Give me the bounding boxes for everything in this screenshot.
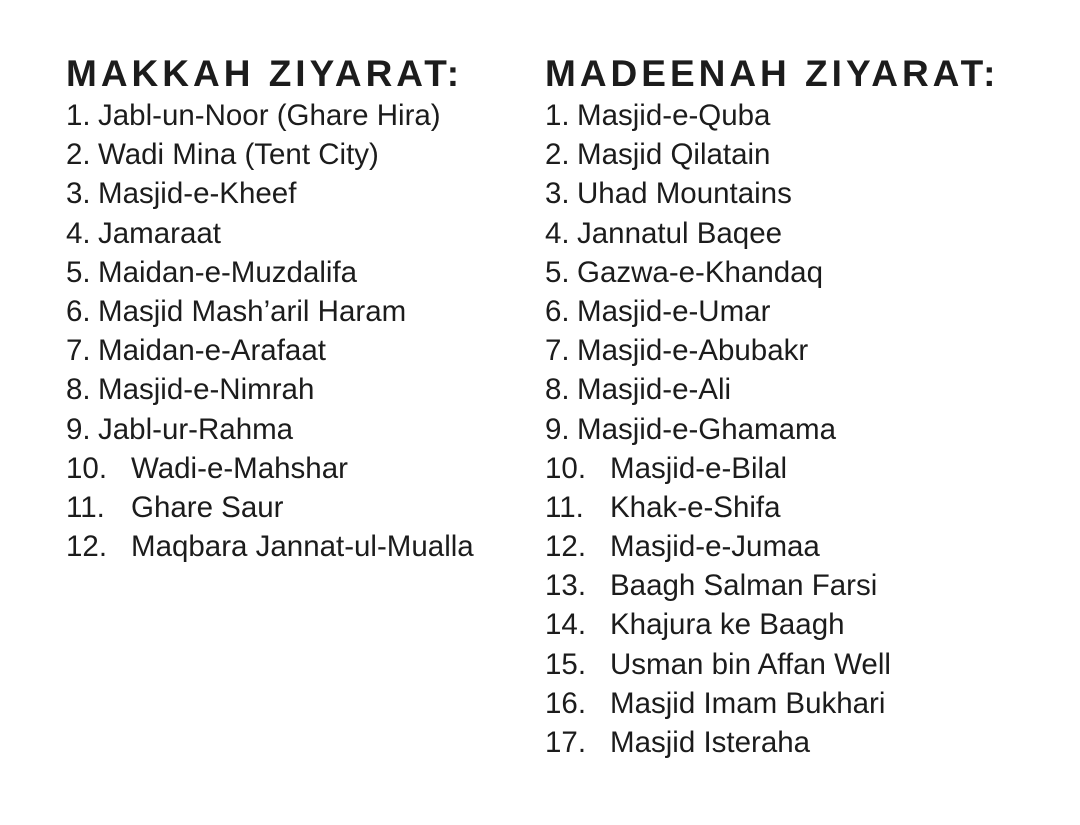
list-item: [545, 645, 999, 684]
item-number: 1.: [545, 99, 570, 132]
list-item: [545, 605, 999, 644]
item-text: Baagh Salman Farsi: [610, 569, 878, 603]
makkah-ziyarat-section: [66, 52, 474, 566]
list-item: [545, 135, 999, 174]
item-number: 3.: [545, 177, 570, 211]
item-text: Masjid-e-Abubakr: [577, 334, 809, 368]
item-number: 6.: [545, 294, 570, 328]
list-item: [545, 527, 999, 566]
item-number: 1.: [66, 99, 91, 132]
list-item: [66, 214, 474, 253]
list-item: [66, 96, 474, 135]
item-number: 11.: [66, 490, 105, 524]
list-item: [66, 488, 474, 527]
list-item: [545, 214, 999, 253]
item-number: 8.: [545, 373, 570, 407]
item-number: 5.: [66, 255, 91, 289]
list-item: [545, 684, 999, 723]
item-text: Masjid-e-Ghamama: [577, 412, 837, 446]
list-item: [545, 174, 999, 213]
item-text: Masjid Mash’aril Haram: [98, 294, 407, 328]
item-number: 17.: [545, 726, 587, 759]
item-text: Masjid Qilatain: [577, 138, 771, 172]
item-number: 8.: [66, 373, 91, 407]
item-text: Masjid-e-Umar: [577, 294, 771, 328]
item-text: Uhad Mountains: [577, 177, 792, 211]
item-number: 13.: [545, 569, 587, 603]
item-text: Usman bin Affan Well: [610, 647, 891, 681]
item-text: Ghare Saur: [131, 490, 284, 524]
makkah-list: [66, 96, 474, 566]
item-number: 16.: [545, 686, 587, 720]
list-item: [545, 253, 999, 292]
item-number: 10.: [545, 451, 587, 485]
item-text: Masjid-e-Bilal: [610, 451, 788, 485]
item-number: 7.: [66, 334, 91, 368]
list-item: [66, 331, 474, 370]
list-item: [66, 449, 474, 488]
list-item: [66, 292, 474, 331]
list-item: [66, 370, 474, 409]
item-number: 11.: [545, 490, 584, 524]
item-number: 6.: [66, 294, 91, 328]
item-text: Jabl-ur-Rahma: [98, 412, 294, 446]
list-item: [545, 96, 999, 135]
list-item: [545, 331, 999, 370]
list-item: [545, 449, 999, 488]
item-number: 12.: [545, 530, 587, 564]
item-text: Maidan-e-Muzdalifa: [98, 255, 358, 289]
item-number: 2.: [66, 138, 91, 172]
item-number: 7.: [545, 334, 570, 368]
makkah-heading: MAKKAH ZIYARAT:: [66, 53, 464, 94]
item-text: Maqbara Jannat-ul-Mualla: [131, 530, 474, 564]
item-number: 2.: [545, 138, 570, 172]
item-text: Khak-e-Shifa: [610, 490, 781, 524]
madeenah-heading: MADEENAH ZIYARAT:: [545, 53, 1000, 94]
list-item: [66, 174, 474, 213]
list-item: [66, 410, 474, 449]
madeenah-list: [545, 96, 999, 762]
item-number: 15.: [545, 647, 587, 681]
item-number: 10.: [66, 451, 108, 485]
item-text: Masjid-e-Quba: [577, 99, 771, 132]
item-number: 4.: [545, 216, 570, 250]
item-text: Masjid Isteraha: [610, 726, 811, 759]
item-text: Masjid Imam Bukhari: [610, 686, 886, 720]
item-text: Jamaraat: [98, 216, 221, 250]
list-item: [545, 410, 999, 449]
item-text: Masjid-e-Nimrah: [98, 373, 315, 407]
item-text: Masjid-e-Ali: [577, 373, 732, 407]
item-text: Gazwa-e-Khandaq: [577, 255, 823, 289]
item-text: Wadi Mina (Tent City): [98, 138, 379, 172]
item-number: 14.: [545, 608, 587, 642]
item-text: Masjid-e-Kheef: [98, 177, 297, 211]
madeenah-ziyarat-section: [545, 52, 999, 762]
item-text: Jannatul Baqee: [577, 216, 783, 250]
list-item: [66, 527, 474, 566]
item-number: 9.: [545, 412, 570, 446]
item-number: 5.: [545, 255, 570, 289]
item-number: 12.: [66, 530, 108, 564]
list-item: [545, 292, 999, 331]
item-text: Maidan-e-Arafaat: [98, 334, 326, 368]
item-text: Masjid-e-Jumaa: [610, 530, 820, 564]
item-text: Khajura ke Baagh: [610, 608, 845, 642]
item-number: 3.: [66, 177, 91, 211]
list-item: [545, 723, 999, 762]
item-number: 4.: [66, 216, 91, 250]
list-item: [545, 488, 999, 527]
item-text: Wadi-e-Mahshar: [131, 451, 348, 485]
list-item: [66, 135, 474, 174]
list-item: [66, 253, 474, 292]
list-item: [545, 566, 999, 605]
item-number: 9.: [66, 412, 91, 446]
item-text: Jabl-un-Noor (Ghare Hira): [98, 99, 441, 132]
list-item: [545, 370, 999, 409]
